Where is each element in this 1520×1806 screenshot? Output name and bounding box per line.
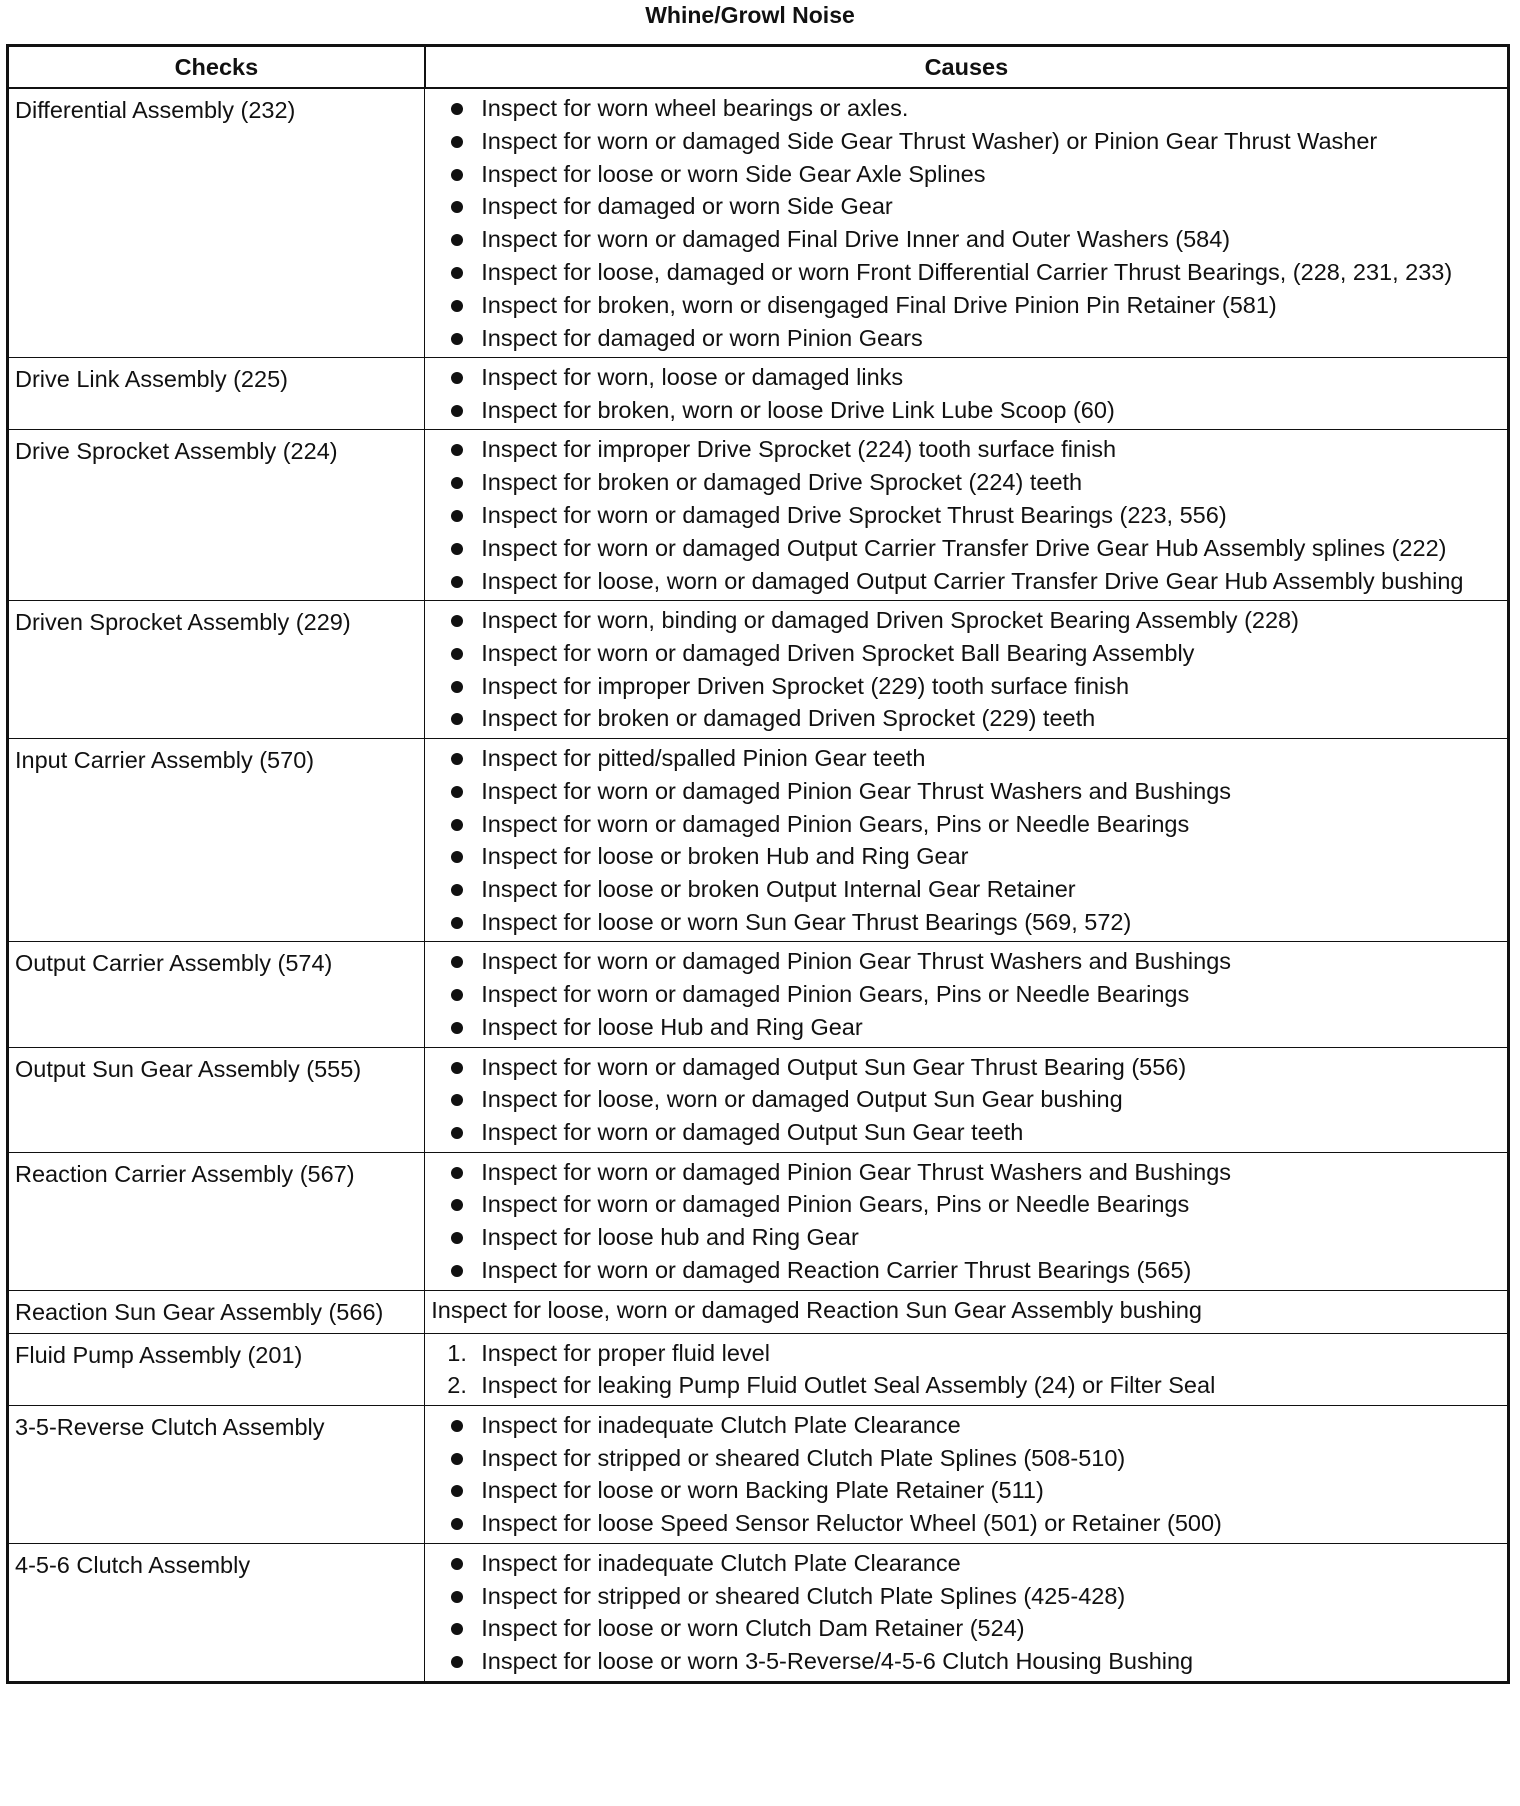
cause-text: Inspect for leaking Pump Fluid Outlet Seal Assembly (24) or Filter Seal (481, 1372, 1216, 1399)
list-item (431, 534, 1501, 564)
cause-text: Inspect for worn or damaged Pinion Gears, Pins or Needle Bearings (481, 981, 1190, 1008)
list-item (431, 777, 1501, 807)
list-item (431, 1158, 1501, 1188)
table-row (8, 942, 1509, 1047)
causes-cell (425, 942, 1509, 1047)
list-item (431, 94, 1501, 124)
cause-text: Inspect for worn or damaged Driven Sprocket Ball Bearing Assembly (481, 639, 1195, 666)
list-item (431, 501, 1501, 531)
list-item (431, 396, 1501, 426)
cause-text: Inspect for worn, binding or damaged Driven Sprocket Bearing Assembly (228) (481, 607, 1299, 634)
bullet-cause-list (431, 94, 1501, 353)
list-item (431, 1053, 1501, 1083)
table-row (8, 358, 1509, 430)
cause-text: Inspect for worn or damaged Drive Sprocket Thrust Bearings (223, 556) (481, 501, 1227, 528)
list-item (431, 258, 1501, 288)
list-item (431, 1118, 1501, 1148)
cause-text: Inspect for loose or worn Side Gear Axle Splines (481, 160, 986, 187)
list-item (431, 324, 1501, 354)
list-item (431, 127, 1501, 157)
causes-cell (425, 1405, 1509, 1543)
cause-text: Inspect for worn or damaged Final Drive Inner and Outer Washers (584) (481, 226, 1231, 253)
cause-text: Inspect for loose, worn or damaged Reaction Sun Gear Assembly bushing (431, 1296, 1202, 1323)
cause-text: Inspect for loose, damaged or worn Front Differential Carrier Thrust Bearings, (228, 231, 233) (481, 258, 1453, 285)
cause-text: Inspect for damaged or worn Side Gear (481, 193, 893, 220)
causes-column-header: Causes (425, 46, 1509, 89)
list-number: 1. (447, 1339, 467, 1366)
table-row (8, 1047, 1509, 1152)
cause-text: Inspect for worn or damaged Pinion Gears, Pins or Needle Bearings (481, 1191, 1190, 1218)
cause-text: Inspect for loose or worn 3-5-Reverse/4-5-6 Clutch Housing Bushing (481, 1648, 1194, 1675)
list-item (431, 468, 1501, 498)
list-item (431, 1509, 1501, 1539)
cause-text: Inspect for worn or damaged Output Carrier Transfer Drive Gear Hub Assembly splines (222) (481, 534, 1447, 561)
list-number: 2. (447, 1372, 467, 1399)
check-cell: 4-5-6 Clutch Assembly (8, 1543, 425, 1682)
causes-cell (425, 601, 1509, 739)
cause-text: Inspect for worn or damaged Side Gear Thrust Washer) or Pinion Gear Thrust Washer (481, 127, 1378, 154)
list-item (431, 1411, 1501, 1441)
list-item (431, 1223, 1501, 1253)
cause-text: Inspect for worn or damaged Pinion Gear Thrust Washers and Bushings (481, 777, 1232, 804)
table-row (8, 1152, 1509, 1290)
list-item (431, 980, 1501, 1010)
list-item (431, 947, 1501, 977)
table-row (8, 1405, 1509, 1543)
bullet-cause-list (431, 947, 1501, 1042)
list-item (431, 1582, 1501, 1612)
list-item (431, 908, 1501, 938)
table-row (8, 430, 1509, 601)
list-item (431, 606, 1501, 636)
cause-text: Inspect for stripped or sheared Clutch Plate Splines (508-510) (481, 1444, 1126, 1471)
list-item (431, 291, 1501, 321)
table-row (8, 1543, 1509, 1682)
list-item (431, 672, 1501, 702)
list-item (431, 1614, 1501, 1644)
list-item (431, 744, 1501, 774)
check-cell: Reaction Sun Gear Assembly (566) (8, 1290, 425, 1333)
bullet-cause-list (431, 363, 1501, 425)
table-row (8, 738, 1509, 941)
cause-text: Inspect for worn, loose or damaged links (481, 364, 904, 391)
bullet-cause-list (431, 435, 1501, 596)
cause-text: Inspect for loose, worn or damaged Output Sun Gear bushing (481, 1086, 1123, 1113)
cause-text: Inspect for broken or damaged Drive Sprocket (224) teeth (481, 469, 1083, 496)
cause-text: Inspect for worn wheel bearings or axles. (481, 95, 909, 121)
causes-cell (425, 738, 1509, 941)
cause-text: Inspect for inadequate Clutch Plate Clearance (481, 1411, 961, 1438)
cause-text: Inspect for loose Hub and Ring Gear (481, 1014, 863, 1041)
bullet-cause-list (431, 1411, 1501, 1539)
check-cell: Input Carrier Assembly (570) (8, 738, 425, 941)
cause-text: Inspect for stripped or sheared Clutch Plate Splines (425-428) (481, 1582, 1126, 1609)
causes-cell (425, 1047, 1509, 1152)
list-item (431, 225, 1501, 255)
cause-text: Inspect for loose, worn or damaged Output Carrier Transfer Drive Gear Hub Assembly bushing (481, 567, 1464, 594)
cause-text: Inspect for proper fluid level (481, 1339, 770, 1366)
table-row (8, 1333, 1509, 1405)
cause-text: Inspect for broken, worn or loose Drive Link Lube Scoop (60) (481, 396, 1115, 423)
list-item (431, 1371, 1501, 1401)
cause-text: Inspect for improper Drive Sprocket (224) tooth surface finish (481, 436, 1117, 463)
check-cell: Reaction Carrier Assembly (567) (8, 1152, 425, 1290)
cause-text: Inspect for loose hub and Ring Gear (481, 1224, 859, 1251)
cause-text: Inspect for loose or worn Backing Plate Retainer (511) (481, 1477, 1044, 1504)
check-cell: Fluid Pump Assembly (201) (8, 1333, 425, 1405)
bullet-cause-list (431, 744, 1501, 937)
check-cell: Driven Sprocket Assembly (229) (8, 601, 425, 739)
bullet-cause-list (431, 1053, 1501, 1148)
table-header-row (8, 46, 1509, 89)
cause-text: Inspect for loose Speed Sensor Reluctor Wheel (501) or Retainer (500) (481, 1510, 1222, 1537)
list-item (431, 1476, 1501, 1506)
list-item (431, 875, 1501, 905)
cause-text: Inspect for worn or damaged Pinion Gears, Pins or Needle Bearings (481, 810, 1190, 837)
page-title: Whine/Growl Noise (645, 2, 855, 28)
causes-cell (425, 1290, 1509, 1333)
causes-cell (425, 1152, 1509, 1290)
checks-column-header: Checks (8, 46, 425, 89)
list-item (431, 704, 1501, 734)
list-item (431, 1549, 1501, 1579)
causes-cell (425, 430, 1509, 601)
causes-cell (425, 1543, 1509, 1682)
list-item (431, 1190, 1501, 1220)
list-item (431, 363, 1501, 393)
numbered-cause-list (431, 1339, 1501, 1401)
bullet-cause-list (431, 606, 1501, 734)
list-item (431, 1085, 1501, 1115)
list-item (431, 1444, 1501, 1474)
list-item (431, 1339, 1501, 1369)
cause-text: Inspect for damaged or worn Pinion Gears (481, 324, 923, 351)
check-cell: Drive Link Assembly (225) (8, 358, 425, 430)
bullet-cause-list (431, 1158, 1501, 1286)
cause-text: Inspect for worn or damaged Output Sun Gear Thrust Bearing (556) (481, 1053, 1187, 1080)
cause-text: Inspect for broken, worn or disengaged Final Drive Pinion Pin Retainer (581) (481, 291, 1277, 318)
table-row (8, 1290, 1509, 1333)
list-item (431, 1013, 1501, 1043)
cause-text: Inspect for worn or damaged Output Sun Gear teeth (481, 1119, 1024, 1146)
list-item (431, 810, 1501, 840)
list-item (431, 639, 1501, 669)
bullet-cause-list (431, 1549, 1501, 1677)
cause-text: Inspect for worn or damaged Reaction Carrier Thrust Bearings (565) (481, 1257, 1192, 1284)
check-cell: 3-5-Reverse Clutch Assembly (8, 1405, 425, 1543)
cause-text: Inspect for loose or worn Clutch Dam Retainer (524) (481, 1615, 1025, 1642)
table-body (8, 88, 1509, 1682)
list-item (431, 842, 1501, 872)
diagnosis-table (6, 44, 1510, 1684)
cause-text: Inspect for loose or broken Output Internal Gear Retainer (481, 876, 1076, 903)
cause-text: Inspect for inadequate Clutch Plate Clearance (481, 1549, 961, 1576)
cause-text: Inspect for loose or broken Hub and Ring Gear (481, 843, 969, 870)
causes-cell (425, 358, 1509, 430)
list-item (431, 1256, 1501, 1286)
list-item (431, 567, 1501, 597)
list-item (431, 192, 1501, 222)
cause-text: Inspect for improper Driven Sprocket (229) tooth surface finish (481, 672, 1130, 699)
causes-cell (425, 88, 1509, 358)
list-item (431, 160, 1501, 190)
list-item (431, 435, 1501, 465)
cause-text: Inspect for worn or damaged Pinion Gear Thrust Washers and Bushings (481, 1158, 1232, 1185)
table-row (8, 601, 1509, 739)
cause-text: Inspect for broken or damaged Driven Sprocket (229) teeth (481, 705, 1096, 732)
check-cell: Output Sun Gear Assembly (555) (8, 1047, 425, 1152)
list-item (431, 1647, 1501, 1677)
cause-text: Inspect for loose or worn Sun Gear Thrust Bearings (569, 572) (481, 908, 1132, 935)
table-row (8, 88, 1509, 358)
check-cell: Drive Sprocket Assembly (224) (8, 430, 425, 601)
causes-cell (425, 1333, 1509, 1405)
cause-text: Inspect for worn or damaged Pinion Gear Thrust Washers and Bushings (481, 948, 1232, 975)
check-cell: Differential Assembly (232) (8, 88, 425, 358)
check-cell: Output Carrier Assembly (574) (8, 942, 425, 1047)
cause-text: Inspect for pitted/spalled Pinion Gear teeth (481, 744, 926, 771)
